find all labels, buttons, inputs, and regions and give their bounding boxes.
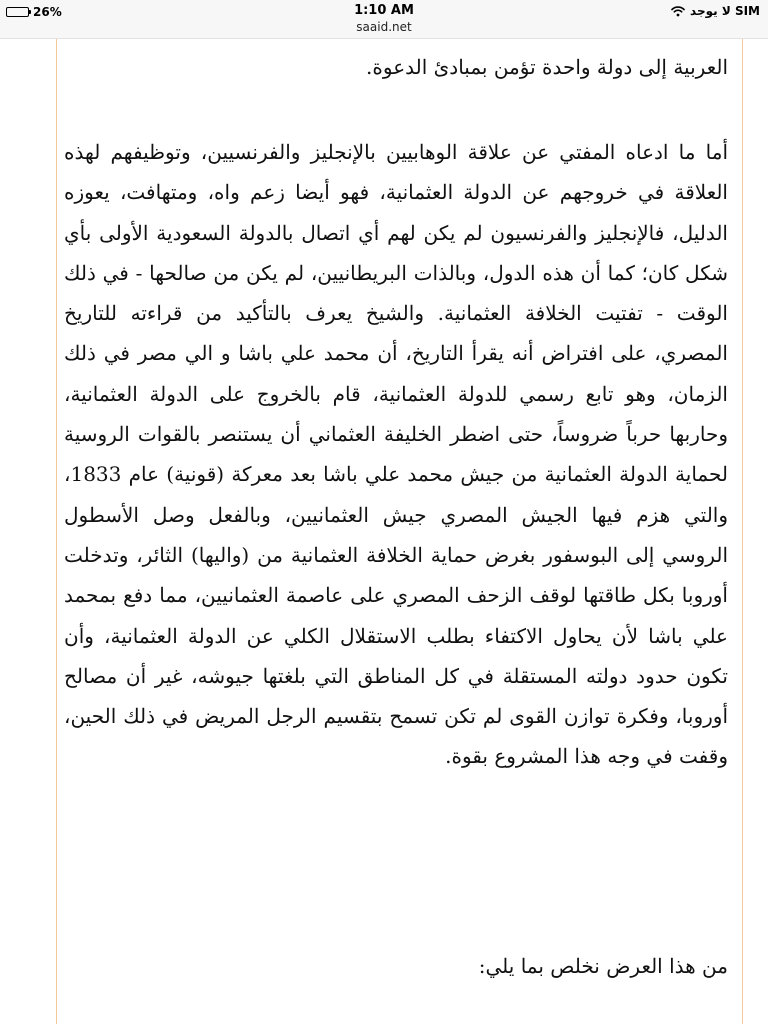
paragraph-continuation: العربية إلى دولة واحدة تؤمن بمبادئ الدعوة. bbox=[366, 55, 728, 79]
paragraph-body: أما ما ادعاه المفتي عن علاقة الوهابيين بالإنجليز والفرنسيين، وتوظيفهم لهذه العلاقة في خروجهم عن الدولة العثمانية، فهو أيضا زعم واه، ومتهافت، يعوزه الدليل، فالإنجليز والفرنسيون لم يكن لهم أي اتصال بالدولة السعودية الأولى بأي شكل كان؛ كما أن هذه الدول، وبالذات البريطانيين، لم يكن من صالحها - في ذلك الوقت - تفتيت الخلافة العثمانية. والشيخ يعرف بالتأكيد من قراءته للتاريخ المصري، على افتراض أنه يقرأ التاريخ، أن محمد علي باشا و الي مصر في ذلك الزمان، وهو تابع رسمي للدولة العثمانية، قام بالخروج على الدولة العثمانية، وحاربها حرباً ضروساً، حتى اضطر الخليفة العثماني أن يستنصر بالقوات الروسية لحماية الدولة العثمانية من جيش محمد علي باشا بعد معركة (قونية) عام 1833، والتي هزم فيها الجيش المصري جيش العثمانيين، وبالفعل وصل الأسطول الروسي إلى البوسفور بغرض حماية الخلافة العثمانية من (واليها) الثائر، وتدخلت أوروبا بكل طاقتها لوقف الزحف المصري على عاصمة العثمانيين، مما دفع بمحمد علي باشا لأن يحاول الاكتفاء بطلب الاستقلال الكلي عن الدولة العثمانية، وأن تكون حدود دولته المستقلة في كل المناطق التي بلغتها جيوشه، غير أن مصالح أوروبا، وفكرة توازن القوى لم تكن تسمح بتقسيم الرجل المريض في ذلك الحين، وقفت في وجه هذا المشروع بقوة. bbox=[64, 140, 728, 769]
status-bar bbox=[0, 0, 768, 39]
address-url[interactable]: saaid.net bbox=[356, 20, 412, 34]
page-margin-left bbox=[56, 39, 57, 1024]
paragraph-conclusion-intro: من هذا العرض نخلص بما يلي: bbox=[478, 954, 728, 978]
carrier-status bbox=[671, 4, 760, 18]
clock: 1:10 AM bbox=[354, 3, 414, 18]
page-margin-right bbox=[742, 39, 743, 1024]
battery-percent: 26% bbox=[33, 5, 62, 19]
carrier-label: لا يوجد SIM bbox=[690, 4, 760, 18]
web-page[interactable] bbox=[0, 39, 768, 1024]
wifi-icon bbox=[671, 5, 685, 17]
